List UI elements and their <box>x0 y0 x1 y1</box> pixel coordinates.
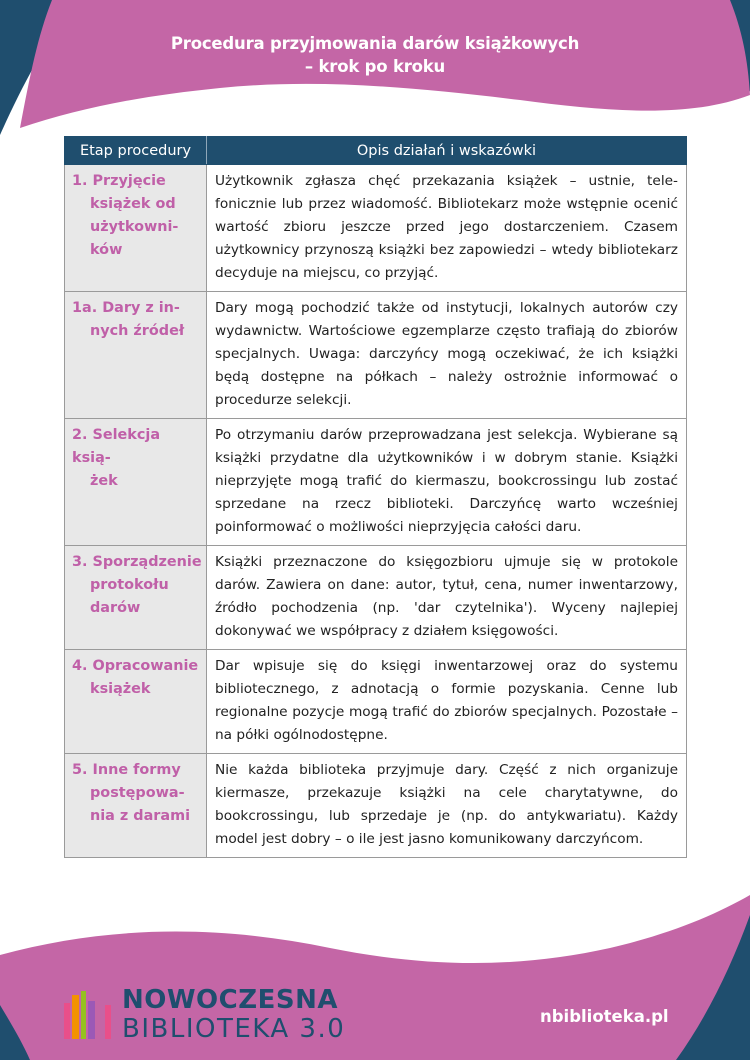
description-cell: Dar wpisuje się do księgi inwentarzowej oraz do systemu bibliotecznego, z adnotacją o formie pozyskania. Cenne lub regionalne pozycje mogą trafić do zbiorów specjalnych. Pozostałe – na półki ogólnodostępne. <box>207 650 687 754</box>
procedure-table <box>64 136 687 858</box>
logo <box>64 985 364 1045</box>
step-label-line: żek <box>90 473 118 489</box>
description-cell: Dary mogą pochodzić także od instytucji, lokalnych autorów czy wydawnictw. Wartościowe egzemplarze często trafiają do zbiorów specjalnych. Uwaga: darczyńcy mogą oczekiwać, że ich książki będą dostępne na półkach – należy ostrożnie informować o procedurze selekcji. <box>207 292 687 419</box>
step-label-line: 5. Inne formy <box>72 762 181 778</box>
step-label-line: 1a. Dary z in- <box>72 300 180 316</box>
table-row <box>65 754 687 858</box>
step-label-line: 1. Przyjęcie <box>72 173 166 189</box>
table-row <box>65 292 687 419</box>
step-label-line: nia z darami <box>90 808 191 824</box>
description-cell: Użytkownik zgłasza chęć przekazania książek – ustnie, telefonicznie lub przez wiadomość. Bibliotekarz może wstępnie ocenić wartość zbioru jeszcze przed jego dostarczeniem. Czasem użytkownicy przynoszą książki bez zapowiedzi – wtedy bibliotekarz decyduje na miejscu, co przyjąć. <box>207 165 687 292</box>
description-cell: Książki przeznaczone do księgozbioru ujmuje się w protokole darów. Zawiera on dane: autor, tytuł, cena, numer inwentarzowy, źródło pochodzenia (np. 'dar czytelnika'). Wyceny najlepiej dokonywać we współpracy z działem księgowości. <box>207 546 687 650</box>
step-cell <box>65 419 207 546</box>
title-line-1: Procedura przyjmowania darów książkowych <box>170 34 580 53</box>
logo-text-line-1: NOWOCZESNA <box>122 985 338 1015</box>
description-cell: Po otrzymaniu darów przeprowadzana jest selekcja. Wybierane są książki przydatne dla użytkowników i w dobrym stanie. Książki nieprzyjęte mogą trafić do kiermaszu, bookcrossingu lub zostać sprzedane na rzecz biblioteki. Darczyńcę warto wcześniej poinformować o możliwości nieprzyjęcia całości daru. <box>207 419 687 546</box>
step-label-line: postępowa- <box>90 785 185 801</box>
step-label-line: 4. Opracowanie <box>72 658 199 674</box>
table-header-row <box>65 137 687 165</box>
step-label-line: użytkowni- <box>90 219 179 235</box>
step-cell <box>65 650 207 754</box>
logo-text-line-2: BIBLIOTEKA 3.0 <box>122 1014 346 1044</box>
books-logo-icon <box>64 991 118 1039</box>
page-title <box>0 32 750 78</box>
table-row <box>65 546 687 650</box>
step-label-line: 3. Sporządzenie <box>72 554 202 570</box>
step-cell <box>65 292 207 419</box>
step-cell <box>65 546 207 650</box>
column-header-step: Etap procedury <box>65 137 207 165</box>
step-label-line: ków <box>90 242 123 258</box>
step-label-line: nych źródeł <box>90 323 185 339</box>
step-label-line: książek <box>90 681 151 697</box>
table-row <box>65 419 687 546</box>
step-label-line: protokołu <box>90 577 169 593</box>
description-cell: Nie każda biblioteka przyjmuje dary. Część z nich organizuje kiermasze, przekazuje książki na cele charytatywne, do bookcrossingu, lub sprzedaje je (np. do antykwariatu). Każdy model jest dobry – o ile jest jasno komunikowany darczyńcom. <box>207 754 687 858</box>
column-header-description: Opis działań i wskazówki <box>207 137 687 165</box>
step-label-line: książek od <box>90 196 176 212</box>
title-line-2: – krok po kroku <box>304 57 446 76</box>
step-label-line: 2. Selekcja ksią- <box>72 427 161 466</box>
step-cell <box>65 165 207 292</box>
website-link[interactable]: nbiblioteka.pl <box>540 1007 669 1026</box>
step-cell <box>65 754 207 858</box>
table-row <box>65 165 687 292</box>
table-row <box>65 650 687 754</box>
step-label-line: darów <box>90 600 141 616</box>
